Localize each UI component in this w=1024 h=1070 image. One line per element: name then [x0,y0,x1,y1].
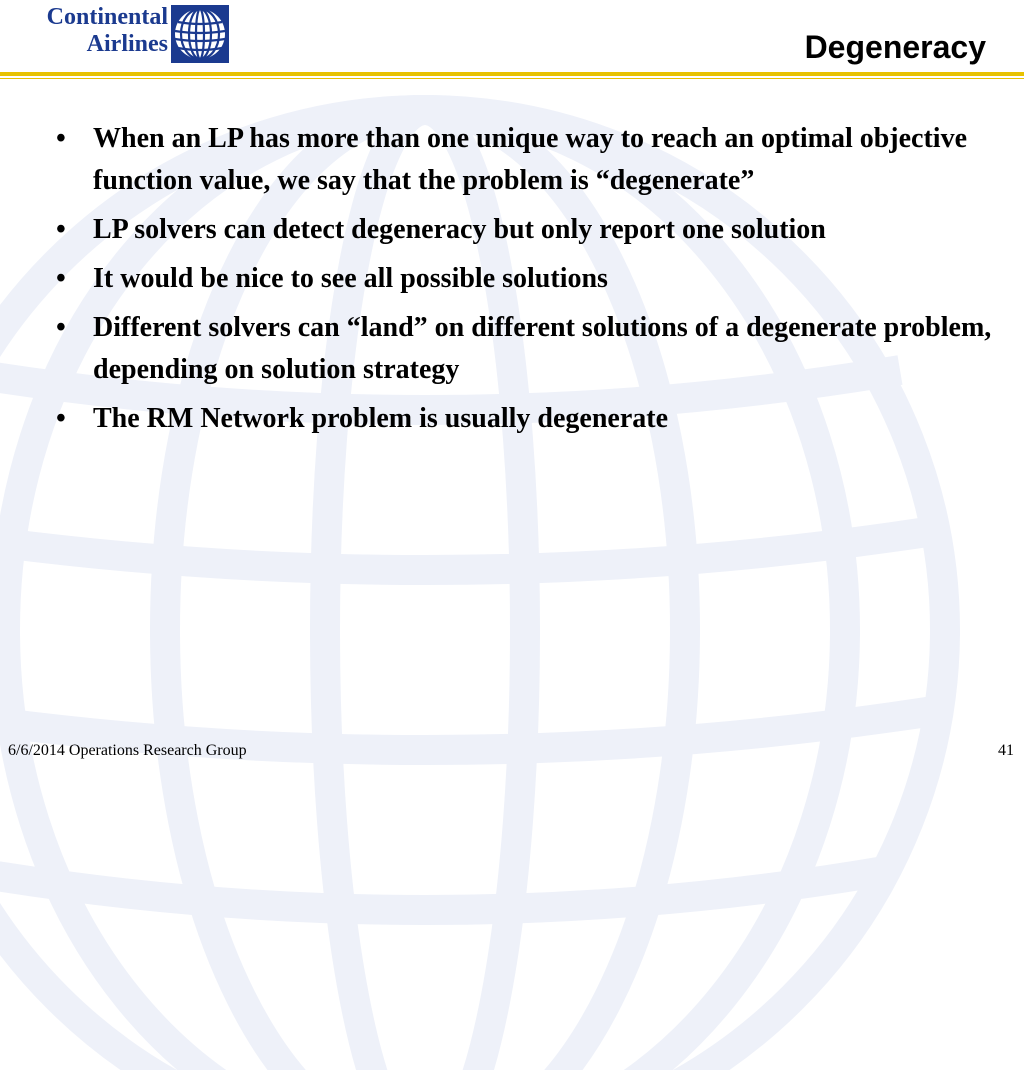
globe-icon [171,5,229,63]
bullet-marker: • [56,403,66,434]
bullet-item [56,209,1006,251]
continental-airlines-logo [8,4,233,66]
slide-title: Degeneracy [804,29,986,65]
header-rule-thin [0,78,1024,79]
page-number: 41 [998,742,1014,759]
bullet-marker: • [56,123,66,154]
logo-line-airlines: Airlines [86,31,168,57]
bullet-text: LP solvers can detect degeneracy but only report one solution [93,214,826,245]
bullet-text: It would be nice to see all possible solutions [93,263,608,294]
bullet-marker: • [56,214,66,245]
logo-wordmark [8,4,168,58]
bullet-item [56,307,1006,391]
bullet-list [56,118,1006,447]
bullet-text: Different solvers can “land” on different solutions of a degenerate problem, depending on solution strategy [93,312,992,385]
bullet-item [56,398,1006,440]
slide-header [0,0,1024,80]
bullet-text: When an LP has more than one unique way to reach an optimal objective function value, we say that the problem is “degenerate” [93,123,968,196]
logo-line-continental: Continental [46,4,168,30]
footer-date-group: 6/6/2014 Operations Research Group [8,742,247,759]
bullet-marker: • [56,312,66,343]
bullet-item [56,118,1006,202]
bullet-marker: • [56,263,66,294]
bullet-text: The RM Network problem is usually degenerate [93,403,668,434]
bullet-item [56,258,1006,300]
header-rule-thick [0,72,1024,76]
